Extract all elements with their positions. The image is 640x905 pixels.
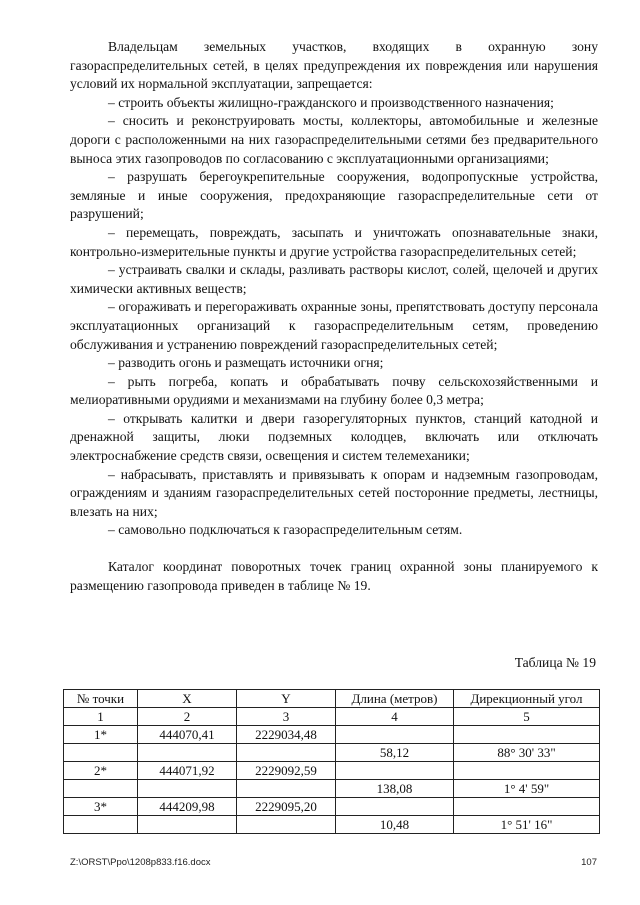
table-cell: 58,12 [336,744,454,762]
page-number: 107 [581,857,597,868]
prohibition-item: – строить объекты жилищно-гражданского и производственного назначения; [108,94,554,110]
prohibition-item: – разрушать берегоукрепительные сооружения, водопропускные устройства, земляные и иные сооружения, предохраняющие газораспределительные сети от разрушений; [70,169,598,222]
prohibition-item: – сносить и реконструировать мосты, коллекторы, автомобильные и железные дороги с расположенными на них газораспределительными сетями без предварительного выноса этих газопроводов по согласованию с эксплуатационными организациями; [70,113,598,166]
prohibition-item: – открывать калитки и двери газорегуляторных пунктов, станций катодной и дренажной защиты, люки подземных колодцев, включать или отключать электроснабжение средств связи, освещения и систем телемеханики; [70,410,598,464]
catalog-paragraph: Каталог координат поворотных точек границ охранной зоны планируемого к размещению газопровода приведен в таблице № 19. [70,559,598,593]
header-cell: № точки [64,690,138,708]
table-cell [336,798,454,816]
table-cell: 2 [138,708,237,726]
header-cell: Длина (метров) [336,690,454,708]
prohibition-item: – рыть погреба, копать и обрабатывать почву сельскохозяйственными и мелиоративными орудиями и механизмами на глубину более 0,3 метра; [70,373,598,408]
table-cell [336,726,454,744]
table-cell: 2229034,48 [237,726,336,744]
table-cell: 88° 30' 33" [454,744,600,762]
table-cell [138,744,237,762]
table-cell [454,798,600,816]
table-cell: 1 [64,708,138,726]
body-text [70,38,598,595]
prohibition-item: – устраивать свалки и склады, разливать растворы кислот, солей, щелочей и других химически активных веществ; [70,262,598,296]
table-row [64,744,600,762]
table-cell: 1° 51' 16" [454,816,600,834]
table-cell [64,744,138,762]
table-cell [237,744,336,762]
table-cell: 138,08 [336,780,454,798]
table-cell [237,780,336,798]
table-index-row [64,708,600,726]
table-cell [138,816,237,834]
prohibition-item: – огораживать и перегораживать охранные зоны, препятствовать доступу персонала эксплуатационных организаций к газораспределительным сетям, проведению обслуживания и устранению повреждений газораспределительных сетей; [70,299,598,352]
table-cell: 444209,98 [138,798,237,816]
table-header-row [64,690,600,708]
table-cell: 2229092,59 [237,762,336,780]
table-cell: 5 [454,708,600,726]
intro-paragraph: Владельцам земельных участков, входящих в охранную зону газораспределительных сетей, в целях предупреждения их повреждения или нарушения условий их нормальной эксплуатации, запрещается: [70,39,598,92]
table-caption: Таблица № 19 [514,655,596,670]
prohibition-item: – разводить огонь и размещать источники огня; [108,355,384,371]
table-row [64,816,600,834]
prohibition-item: – перемещать, повреждать, засыпать и уничтожать опознавательные знаки, контрольно-измерительные пункты и другие устройства газораспределительных сетей; [70,224,598,259]
table-row [64,762,600,780]
prohibition-item: – самовольно подключаться к газораспределительным сетям. [108,522,463,538]
table-cell: 10,48 [336,816,454,834]
table-cell: 444070,41 [138,726,237,744]
table-cell: 2229095,20 [237,798,336,816]
header-cell: X [138,690,237,708]
footer-file-path: Z:\ORST\Ppo\1208p833.f16.docx [70,857,211,868]
table-row [64,780,600,798]
table-cell [237,816,336,834]
table-cell [138,780,237,798]
table-cell [454,726,600,744]
header-cell: Дирекционный угол [454,690,600,708]
table-cell [64,816,138,834]
table-cell: 1* [64,726,138,744]
table-row [64,726,600,744]
table-cell [336,762,454,780]
table-cell: 4 [336,708,454,726]
table-row [64,798,600,816]
table-cell: 2* [64,762,138,780]
header-cell: Y [237,690,336,708]
table-cell [64,780,138,798]
table-cell: 1° 4' 59" [454,780,600,798]
coordinates-table [63,689,600,834]
table-cell: 3* [64,798,138,816]
prohibition-item: – набрасывать, приставлять и привязывать к опорам и надземным газопроводам, ограждениям и зданиям газораспределительных сетей посторонние предметы, лестницы, влезать на них; [70,466,598,519]
table-cell: 444071,92 [138,762,237,780]
table-cell: 3 [237,708,336,726]
table-cell [454,762,600,780]
